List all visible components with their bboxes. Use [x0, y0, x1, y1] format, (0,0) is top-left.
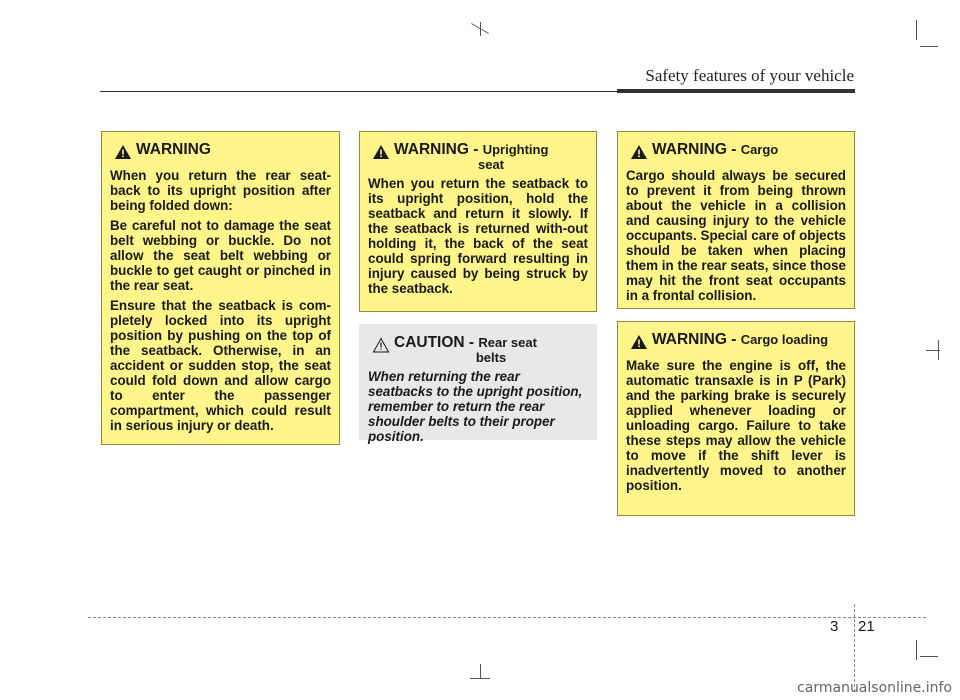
caution-label: CAUTION -: [394, 334, 479, 351]
warning-triangle-icon: [372, 144, 390, 160]
page-header-title: Safety features of your vehicle: [645, 66, 854, 85]
crop-mark-bottom-center: [470, 678, 490, 679]
warning-box-uprighting-seat: [359, 131, 597, 312]
warning-header: [626, 332, 846, 354]
warning-paragraph: Make sure the engine is off, the automatic transaxle is in P (Park) and the parking brake is securely applied whenever loading or unloading cargo. Failure to take these steps may allow the vehicle to move if the shift lever is inadvertently moved to another position.: [626, 358, 846, 493]
warning-label: WARNING -: [394, 141, 483, 158]
warning-paragraph: Be careful not to damage the seat belt webbing or buckle. Do not allow the seat belt webbing or buckle to get caught or pinched in the rear seat.: [110, 218, 331, 293]
watermark: carmanualsonline.info: [797, 680, 952, 696]
warning-paragraph: Cargo should always be secured to prevent it from being thrown about the vehicle in a collision and causing injury to the vehicle occupants. Special care of objects should be taken when placing them in the rear seats, since those may hit the front seat occupants in a frontal collision.: [626, 168, 846, 303]
warning-box-cargo: [617, 131, 855, 309]
warning-triangle-icon: [630, 144, 648, 160]
warning-header: [110, 142, 331, 164]
crop-mark-bottom-right: [916, 640, 917, 660]
page-number: 21: [858, 618, 875, 635]
warning-paragraph: When you return the rear seat-back to its upright position after being folded down:: [110, 168, 331, 213]
footer-separator: [854, 604, 855, 692]
warning-box-seatback-return: [101, 131, 340, 445]
footer-rule: [88, 617, 926, 618]
crop-mark-top-right: [920, 46, 938, 47]
crop-mark-right-center: [926, 350, 940, 351]
warning-topic: Cargo loading: [740, 332, 829, 347]
warning-triangle-icon: [630, 334, 648, 350]
crop-mark-top-right: [916, 20, 917, 40]
caution-triangle-icon: [372, 337, 390, 353]
warning-label: WARNING -: [652, 331, 741, 348]
caution-box-rear-seat-belts: [359, 324, 597, 444]
warning-paragraph: Ensure that the seatback is com-pletely locked into its upright position by pushing on the top of the seatback. Otherwise, in an accident or sudden stop, the seat could fold down and allow cargo to enter the passenger compartment, which could result in serious injury or death.: [110, 298, 331, 433]
caution-topic: Rear seat: [478, 335, 537, 350]
caution-header: [368, 335, 588, 365]
warning-paragraph: When you return the seatback to its upright position, hold the seatback and return it slowly. If the seatback is returned with-out holding it, the back of the seat could spring forward resulting in injury caused by being struck by the seatback.: [368, 176, 588, 296]
warning-topic-continued: seat: [477, 157, 505, 172]
warning-topic: Uprighting: [482, 142, 549, 157]
caution-topic-continued: belts: [475, 350, 507, 365]
warning-topic: Cargo: [740, 142, 779, 157]
caution-paragraph: When returning the rear seatbacks to the upright position, remember to return the rear shoulder belts to their proper position.: [368, 369, 583, 444]
crop-mark-bottom-right: [920, 656, 938, 657]
chapter-number: 3: [830, 618, 839, 635]
crop-mark-bottom-center: [480, 664, 481, 678]
header-rule-accent: [617, 89, 855, 93]
warning-triangle-icon: [114, 144, 132, 160]
warning-header: [368, 142, 588, 172]
warning-label: WARNING: [136, 141, 211, 158]
warning-header: [626, 142, 846, 164]
warning-box-cargo-loading: [617, 321, 855, 516]
warning-label: WARNING -: [652, 141, 741, 158]
